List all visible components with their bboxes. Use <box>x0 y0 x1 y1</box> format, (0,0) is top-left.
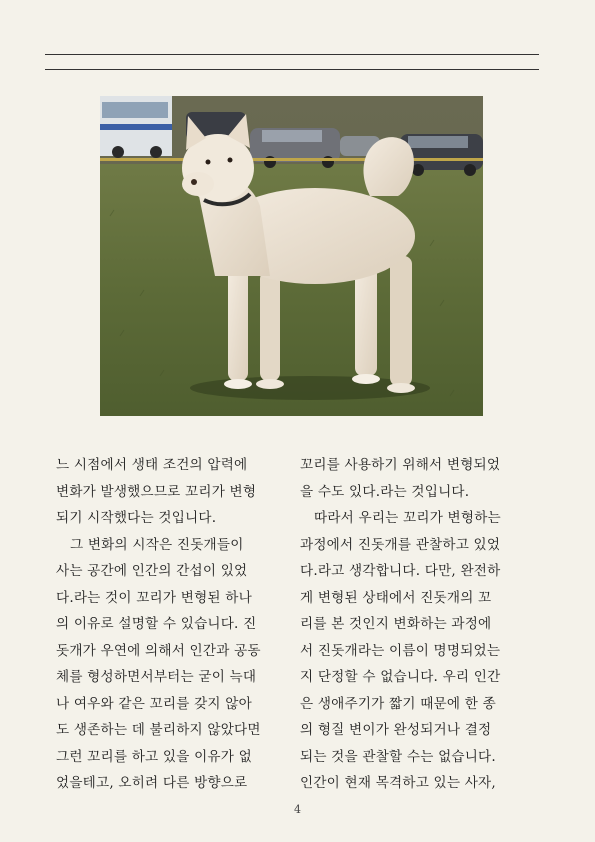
text-line: 그런 꼬리를 하고 있을 이유가 없 <box>56 748 252 765</box>
text-line: 리를 본 것인지 변화하는 과정에 <box>300 616 492 632</box>
text-line: 나 여우와 같은 꼬리를 갖지 않아 <box>56 695 252 712</box>
body-paragraph <box>56 452 288 797</box>
text-line: 체를 형성하면서부터는 굳이 늑대 <box>56 669 257 685</box>
text-line: 다.라는 것이 꼬리가 변형된 하나 <box>56 589 252 606</box>
text-line: 지 단정할 수 없습니다. 우리 인간 <box>300 669 501 685</box>
text-line: 느 시점에서 생태 조건의 압력에 <box>56 457 248 473</box>
page-number: 4 <box>294 803 301 816</box>
text-line: 게 변형된 상태에서 진돗개의 꼬 <box>300 589 492 606</box>
text-line-content: 따라서 우리는 꼬리가 변형하는 <box>314 510 501 526</box>
text-line: 의 이유로 설명할 수 있습니다. 진 <box>56 616 257 632</box>
text-line: 은 생애주기가 짧기 때문에 한 종 <box>300 695 496 712</box>
text-line: 변화가 발생했으므로 꼬리가 변형 <box>56 483 257 500</box>
text-line: 되기 시작했다는 것입니다. <box>56 510 217 526</box>
text-line: 되는 것을 관찰할 수는 없습니다. <box>300 748 496 765</box>
dog-photo <box>100 96 483 416</box>
text-line: 도 생존하는 데 불리하지 않았다면 <box>56 722 261 738</box>
text-line: 서 진돗개라는 이름이 명명되었는 <box>300 642 501 659</box>
text-line: 을 수도 있다.라는 것입니다. <box>300 483 470 500</box>
right-text-column <box>300 452 532 797</box>
text-line <box>300 505 532 532</box>
text-line: 의 형질 변이가 완성되거나 결정 <box>300 722 492 738</box>
text-line: 꼬리를 사용하기 위해서 변형되었 <box>300 457 501 473</box>
text-line <box>56 532 288 559</box>
text-line: 돗개가 우연에 의해서 인간과 공동 <box>56 642 261 659</box>
text-line-content: 그 변화의 시작은 진돗개들이 <box>70 536 244 553</box>
body-paragraph <box>300 452 532 797</box>
header-rule-bottom <box>45 69 539 70</box>
header-rule-top <box>45 54 539 55</box>
left-text-column <box>56 452 288 797</box>
text-line: 었을테고, 오히려 다른 방향으로 <box>56 775 248 791</box>
text-line: 다.라고 생각합니다. 다만, 완전하 <box>300 563 501 579</box>
text-line: 과정에서 진돗개를 관찰하고 있었 <box>300 536 501 553</box>
text-line: 인간이 현재 목격하고 있는 사자, <box>300 775 496 791</box>
text-line: 사는 공간에 인간의 간섭이 있었 <box>56 563 248 579</box>
